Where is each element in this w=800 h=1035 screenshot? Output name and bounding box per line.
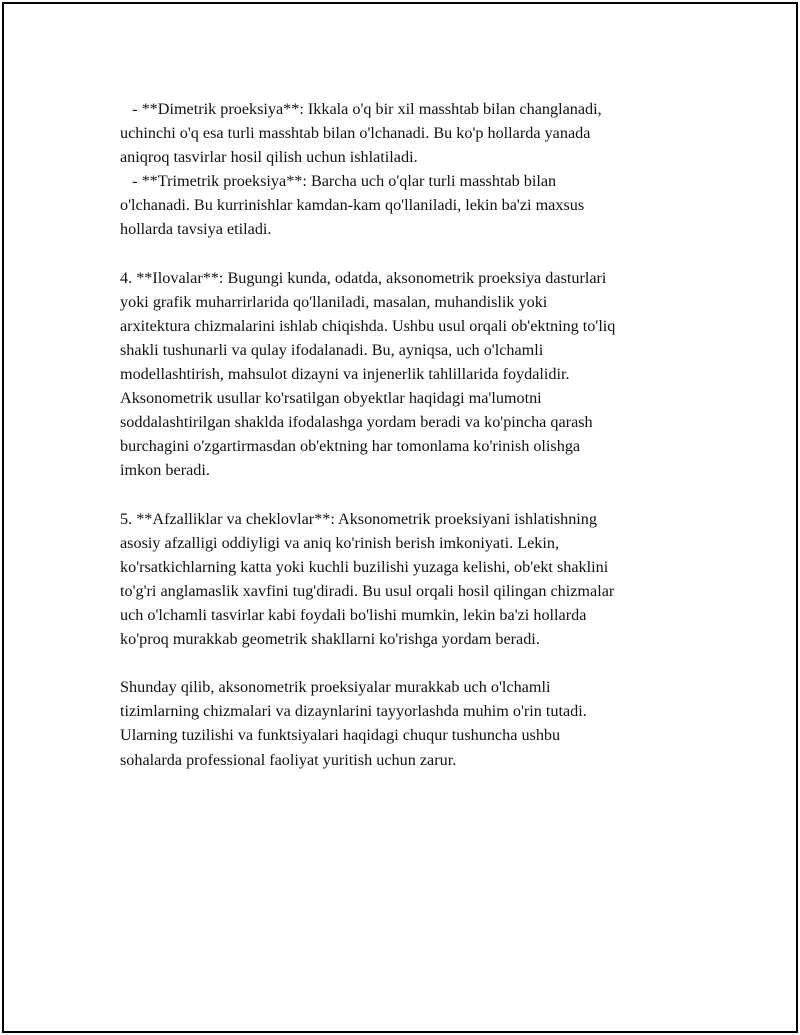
paragraph-spacer <box>120 242 700 266</box>
paragraph-spacer <box>120 651 700 675</box>
paragraph-advantages-limitations: 5. **Afzalliklar va cheklovlar**: Aksonometrik proeksiyani ishlatishning asosiy afzalligi oddiyligi va aniq ko'rinish berish imkoniyati. Lekin, ko'rsatkichlarning katta yoki kuchli buzilishi yuzaga kelishi, ob'ekt shaklini to'g'ri anglamaslik xavfini tug'diradi. Bu usul orqali hosil qilingan chizmalar uch o'lchamli tasvirlar kabi foydali bo'lishi mumkin, lekin ba'zi hollarda ko'proq murakkab geometrik shakllarni ko'rishga yordam beradi. <box>120 509 615 649</box>
document-page <box>2 2 798 1033</box>
paragraph-applications: 4. **Ilovalar**: Bugungi kunda, odatda, aksonometrik proeksiya dasturlari yoki grafik muharrirlarida qo'llaniladi, masalan, muhandislik yoki arxitektura chizmalarini ishlab chiqishda. Ushbu usul orqali ob'ektning to'liq shakli tushunarli va qulay ifodalanadi. Bu, ayniqsa, uch o'lchamli modellashtirish, mahsulot dizayni va injenerlik tahlillarida foydalidir. Aksonometrik usullar ko'rsatilgan obyektlar haqidagi ma'lumotni soddalashtirilgan shaklda ifodalashga yordam beradi va ko'pincha qarash burchagini o'zgartirmasdan ob'ektning har tomonlama ko'rinish olishga imkon beradi. <box>120 268 616 480</box>
paragraph-conclusion: Shunday qilib, aksonometrik proeksiyalar murakkab uch o'lchamli tizimlarning chizmalari va dizaynlarini tayyorlashda muhim o'rin tutadi. Ularning tuzilishi va funktsiyalari haqidagi chuqur tushuncha ushbu sohalarda professional faoliyat yuritish uchun zarur. <box>120 678 587 769</box>
document-body <box>120 97 700 772</box>
paragraph-projection-types: - **Dimetrik proeksiya**: Ikkala o'q bir xil masshtab bilan changlanadi, uchinchi o'q esa turli masshtab bilan o'lchanadi. Bu ko'p hollarda yanada aniqroq tasvirlar hosil qilish uchun ishlatiladi. - **Trimetrik proeksiya**: Barcha uch o'qlar turli masshtab bilan o'lchanadi. Bu kurrinishlar kamdan-kam qo'llaniladi, lekin ba'zi maxsus hollarda tavsiya etiladi. <box>120 100 602 239</box>
paragraph-spacer <box>120 483 700 507</box>
